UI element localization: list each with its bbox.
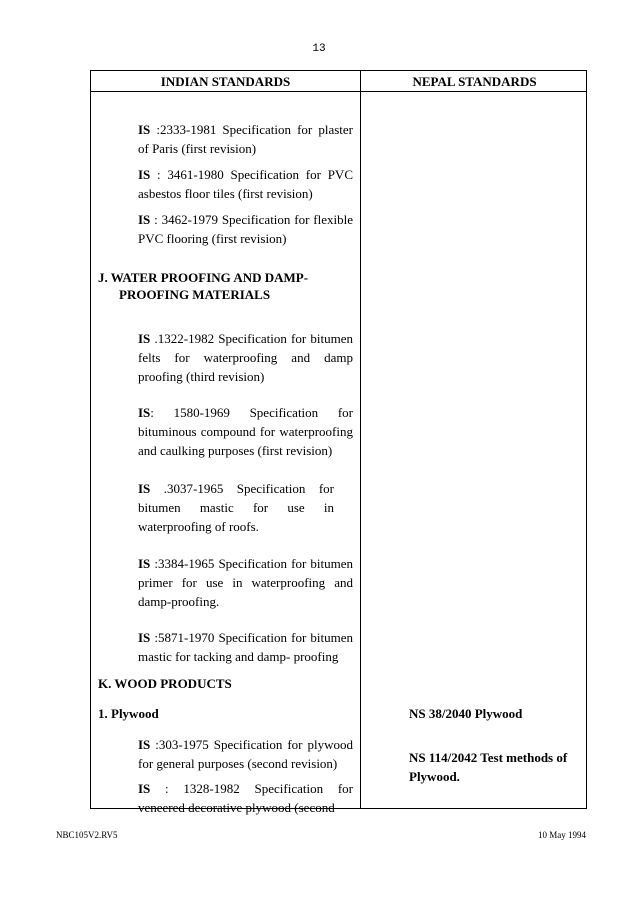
- entry-code: IS: [138, 212, 151, 227]
- entry-code: IS: [138, 737, 151, 752]
- standard-entry: [138, 403, 353, 460]
- entry-text: : 1328-1982 Specification for veneered decorative plywood (second: [138, 781, 353, 815]
- entry-text: :303-1975 Specification for plywood for general purposes (second revision): [138, 737, 353, 771]
- entry-text: :2333-1981 Specification for plaster of Paris (first revision): [138, 122, 353, 156]
- entry-text: : 1580-1969 Specification for bituminous compound for waterproofing and caulking purposes (first revision): [138, 405, 353, 458]
- entry-code: IS: [138, 405, 151, 420]
- entry-code: IS: [138, 122, 151, 137]
- nepal-standard-entry: NS 114/2042 Test methods of Plywood.: [409, 750, 568, 784]
- standard-entry: [138, 779, 353, 817]
- standards-table: [90, 70, 587, 815]
- standard-entry: [138, 165, 353, 203]
- indian-standards-header: INDIAN STANDARDS: [160, 74, 291, 89]
- standard-entry: [138, 210, 353, 248]
- entry-code: IS: [138, 556, 151, 571]
- section-heading-j: J. WATER PROOFING AND DAMP-: [98, 270, 309, 285]
- entry-text: : 3462-1979 Specification for flexible PVC flooring (first revision): [138, 212, 353, 246]
- nepal-standards-header: NEPAL STANDARDS: [412, 74, 537, 89]
- entry-code: IS: [138, 630, 151, 645]
- section-heading-k: K. WOOD PRODUCTS: [98, 676, 232, 691]
- entry-code: IS: [138, 781, 151, 796]
- entry-text: :5871-1970 Specification for bitumen mastic for tacking and damp- proofing: [138, 630, 353, 664]
- standard-entry: [138, 554, 353, 611]
- standard-entry: [138, 329, 353, 386]
- nepal-standard-entry: NS 38/2040 Plywood: [409, 706, 523, 721]
- document-date: 10 May 1994: [538, 830, 586, 840]
- standard-entry: [138, 479, 334, 536]
- subsection-plywood: 1. Plywood: [98, 706, 159, 721]
- section-heading-j-cont: PROOFING MATERIALS: [119, 287, 271, 302]
- standard-entry: [138, 120, 353, 158]
- entry-text: :3384-1965 Specification for bitumen primer for use in waterproofing and damp-proofing.: [138, 556, 353, 609]
- header-divider: [91, 91, 586, 92]
- page-number: 13: [312, 43, 326, 55]
- entry-code: IS: [138, 481, 151, 496]
- column-divider: [360, 71, 361, 808]
- standard-entry: [138, 628, 353, 666]
- entry-text: .3037-1965 Specification for bitumen mastic for use in waterproofing of roofs.: [138, 481, 334, 534]
- standard-entry: [138, 735, 353, 773]
- document-code: NBC105V2.RV5: [56, 830, 118, 840]
- entry-text: .1322-1982 Specification for bitumen felts for waterproofing and damp proofing (third revision): [138, 331, 353, 384]
- entry-code: IS: [138, 331, 151, 346]
- entry-code: IS: [138, 167, 151, 182]
- entry-text: : 3461-1980 Specification for PVC asbestos floor tiles (first revision): [138, 167, 353, 201]
